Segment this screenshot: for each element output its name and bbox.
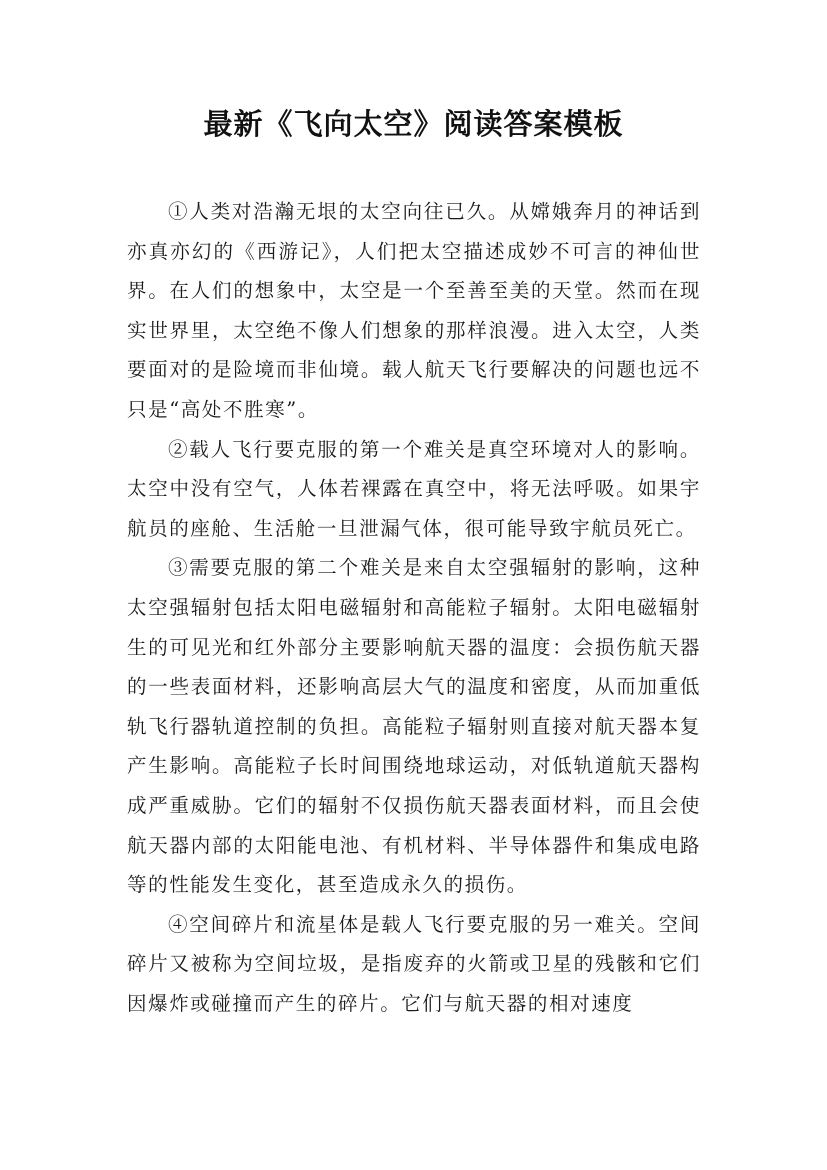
document-title: 最新《飞向太空》阅读答案模板 [203, 107, 624, 141]
paragraph-3: ③需要克服的第二个难关是来自太空强辐射的影响，这种太空强辐射包括太阳电磁辐射和高能粒子辐射。太阳电磁辐射生的可见光和红外部分主要影响航天器的温度：会损伤航天器的一些表面材料，还影响高层大气的温度和密度，从而加重低轨飞行器轨道控制的负担。高能粒子辐射则直接对航天器本复产生影响。高能粒子长时间围绕地球运动，对低轨道航天器构成严重威胁。它们的辐射不仅损伤航天器表面材料，而且会使航天器内部的太阳能电池、有机材料、半导体器件和集成电路等的性能发生变化，甚至造成永久的损伤。 [127, 556, 701, 897]
paragraph-1: ①人类对浩瀚无垠的太空向往已久。从嫦娥奔月的神话到亦真亦幻的《西游记》，人们把太空描述成妙不可言的神仙世界。在人们的想象中，太空是一个至善至美的天堂。然而在现实世界里，太空绝不像人们想象的那样浪漫。进入太空，人类要面对的是险境而非仙境。载人航天飞行要解决的问题也远不只是“高处不胜寒”。 [127, 200, 701, 421]
paragraph-2: ②载人飞行要克服的第一个难关是真空环境对人的影响。太空中没有空气，人体若裸露在真空中，将无法呼吸。如果宇航员的座舱、生活舱一旦泄漏气体，很可能导致宇航员死亡。 [127, 437, 701, 540]
paragraph-4: ④空间碎片和流星体是载人飞行要克服的另一难关。空间碎片又被称为空间垃圾，是指废弃的火箭或卫星的残骸和它们因爆炸或碰撞而产生的碎片。它们与航天器的相对速度 [127, 912, 701, 1015]
document-body [127, 192, 701, 1023]
